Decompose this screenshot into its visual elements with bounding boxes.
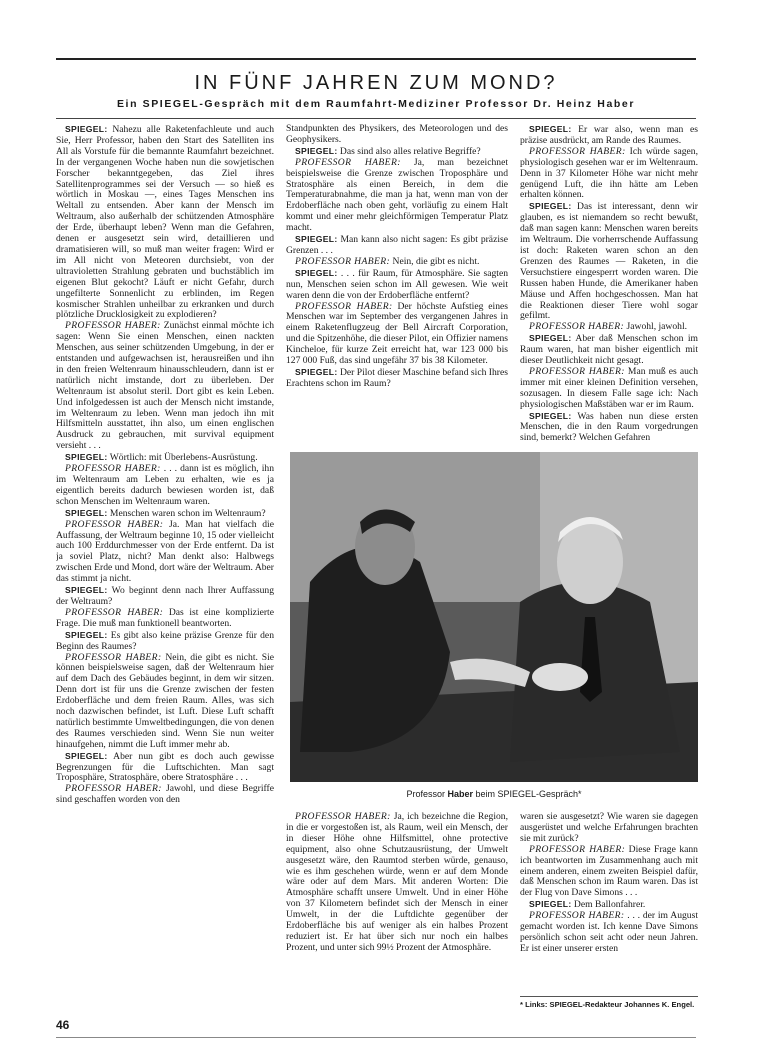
paragraph-text: Aber nun gibt es doch auch gewisse Begrenzungen für die Luftschichten. Man sagt Troposphäre, Stratosphäre, obere Stratosphäre . . . xyxy=(56,750,274,784)
paragraph xyxy=(286,124,508,146)
paragraph-text: Wo beginnt denn nach Ihrer Auffassung der Weltraum? xyxy=(56,585,274,607)
speaker-label: PROFESSOR HABER: xyxy=(65,463,161,475)
paragraph xyxy=(56,464,274,508)
speaker-label: PROFESSOR HABER: xyxy=(529,321,625,333)
speaker-label: SPIEGEL: xyxy=(529,333,572,344)
paragraph-text: Diese Frage kann ich beantworten im Zusammenhang auch mit einem anderen, einem zweiten Beispiel dafür, daß Menschen schon im Raum waren. Das ist der Flug von Dave Simons . . . xyxy=(520,843,698,899)
page-number: 46 xyxy=(56,1018,70,1032)
speaker-label: SPIEGEL: xyxy=(65,750,108,761)
caption-prefix: Professor xyxy=(406,789,448,799)
speaker-label: PROFESSOR HABER: xyxy=(295,255,391,267)
paragraph-text: . . . dann ist es möglich, ihn im Weltenraum am Leben zu erhalten, wie es ja eigentlich bereits dadurch bewiesen worden ist, daß schon Menschen im Weltenraum waren. xyxy=(56,463,274,507)
paragraph xyxy=(56,124,274,321)
speaker-label: PROFESSOR HABER: xyxy=(65,518,164,530)
speaker-label: PROFESSOR HABER: xyxy=(295,156,401,168)
paragraph xyxy=(520,333,698,367)
paragraph xyxy=(520,124,698,147)
paragraph xyxy=(520,201,698,322)
speaker-label: SPIEGEL: xyxy=(529,201,572,212)
text-column-5 xyxy=(520,812,698,992)
speaker-label: PROFESSOR HABER: xyxy=(65,651,162,663)
paragraph-text: Er war also, wenn man es präzise ausdrückt, am Rande des Raumes. xyxy=(520,124,698,146)
top-rule xyxy=(56,58,696,60)
paragraph xyxy=(520,812,698,845)
speaker-label: SPIEGEL: xyxy=(529,899,572,910)
paragraph-text: Wörtlich: mit Überlebens-Ausrüstung. xyxy=(107,452,258,464)
title-rule xyxy=(56,118,696,119)
speaker-label: SPIEGEL: xyxy=(65,452,108,463)
paragraph xyxy=(286,812,508,954)
paragraph-text: Es gibt also keine präzise Grenze für den Beginn des Raumes? xyxy=(56,629,274,652)
paragraph xyxy=(56,784,274,806)
paragraph-text: Dem Ballonfahrer. xyxy=(571,899,646,911)
paragraph xyxy=(56,653,274,751)
speaker-label: SPIEGEL: xyxy=(295,145,338,156)
paragraph xyxy=(286,257,508,268)
interview-photo-image xyxy=(290,452,698,782)
paragraph-text: Nein, die gibt es nicht. xyxy=(390,255,480,267)
paragraph-text: Der höchste Aufstieg eines Menschen war im September des vergangenen Jahres in einem Raketenflugzeug der Bell Aircraft Corporation, und die Spitzenhöhe, die dieser Pilot, ein Offizier namens Kincheloe, für kurze Zeit erreicht hat, war 123 000 bis 127 000 Fuß, das sind ungefähr 37 bis 38 Kilometer. xyxy=(286,300,508,367)
speaker-label: PROFESSOR HABER: xyxy=(529,843,626,855)
paragraph-text: Menschen waren schon im Weltenraum? xyxy=(107,507,266,519)
paragraph xyxy=(520,147,698,202)
paragraph-text: Man kann also nicht sagen: Es gibt präzise Grenzen . . . xyxy=(286,234,508,256)
paragraph xyxy=(56,585,274,608)
speaker-label: SPIEGEL: xyxy=(529,124,572,134)
speaker-label: PROFESSOR HABER: xyxy=(529,365,625,377)
text-column-2 xyxy=(286,124,508,452)
speaker-label: SPIEGEL: xyxy=(65,507,108,518)
speaker-label: PROFESSOR HABER: xyxy=(529,145,626,157)
paragraph xyxy=(520,411,698,445)
paragraph-text: Man muß es auch immer mit einer kleinen Definition versehen, sozusagen. In diesem Falle sage ich: Nach physiologischen Maßstäben war er im Raum. xyxy=(520,365,698,410)
speaker-label: SPIEGEL: xyxy=(65,124,108,134)
paragraph-text: Nein, die gibt es nicht. Sie können beispielsweise sagen, daß der Weltenraum hier auf dem Dach des Gebäudes beginnt, in dem wir sitzen. Denn dort ist für uns die Grenze zwischen der festen Erdoberfläche und dem freien Raum. Alles, was sich noch dazwischen befindet, ist Luft. Diese Luft schafft natürlich bestimmte Umweltbedingungen, die von denen des Raumes verschieden sind. Wenn Sie nun weiter hinaufgehen, nimmt die Luft immer mehr ab. xyxy=(56,651,274,750)
footnote: * Links: SPIEGEL-Redakteur Johannes K. Engel. xyxy=(520,1000,695,1009)
speaker-label: PROFESSOR HABER: xyxy=(295,812,391,822)
paragraph-text: . . . für Raum, für Atmosphäre. Sie sagten nun, Menschen seien schon im All gewesen. Wie weit waren denn die von der Erdoberfläche entfernt? xyxy=(286,267,508,301)
speaker-label: PROFESSOR HABER: xyxy=(65,606,164,618)
paragraph-text: Jawohl, jawohl. xyxy=(624,321,688,333)
article-title: IN FÜNF JAHREN ZUM MOND? xyxy=(194,72,558,94)
interview-photo xyxy=(290,452,698,782)
paragraph xyxy=(286,234,508,257)
bottom-rule xyxy=(56,1037,696,1038)
paragraph-text: waren sie ausgesetzt? Wie waren sie dagegen ausgerüstet und welche Erfahrungen brachten sie mit zurück? xyxy=(520,812,698,844)
paragraph xyxy=(286,268,508,302)
paragraph-text: Zunächst einmal möchte ich sagen: Wenn Sie einen Menschen, einen nackten Menschen, aus seiner schützenden Umgebung, in der er entstanden und aufgewachsen ist, herausreißen und ihn in den freien Weltenraum hinausschleudern, dann ist er natürlich nicht imstande, dort zu überleben. Der Weltenraum ist absolut steril. Dort gibt es kein Leben. Und infolgedessen ist auch der Mensch nicht imstande, im Weltenraum zu leben. Wenn man jedoch ihn mit Hilfsmitteln ausstattet, ihn also, um einen englischen Ausdruck zu gebrauchen, mit survival equipment versieht . . . xyxy=(56,320,274,452)
speaker-label: SPIEGEL: xyxy=(529,410,572,421)
paragraph xyxy=(520,911,698,955)
paragraph-text: Ja. Man hat vielfach die Auffassung, der Weltraum beginne 10, 15 oder vielleicht auch 100 Erddurchmesser von der Erde entfernt. Da ist ja soviel Platz, nicht? Man denkt also: Halbwegs zwischen Erde und Mond, dort wäre der Weltraum. Aber das stimmt ja nicht. xyxy=(56,518,274,585)
paragraph-text: Standpunkten des Physikers, des Meteorologen und des Geophysikers. xyxy=(286,124,508,145)
paragraph-text: Der Pilot dieser Maschine befand sich Ihres Erachtens schon im Raum? xyxy=(286,366,508,389)
paragraph-text: Was haben nun diese ersten Menschen, die in den Raum vorgedrungen sind, bemerkt? Welchen Gefahren xyxy=(520,410,698,444)
paragraph xyxy=(286,158,508,234)
article-subtitle: Ein SPIEGEL-Gespräch mit dem Raumfahrt-Mediziner Professor Dr. Heinz Haber xyxy=(116,98,636,110)
paragraph-text: Das ist interessant, denn wir glauben, es ist niemandem so recht bewußt, daß man sagen kann: Menschen waren bereits im Weltraum. Die vorherrschende Auffassung ist doch: Raketen waren schon an den Grenzen des Raumes — Raketen, in die Versuchstiere eingesperrt worden waren. Die Russen haben Hunde, die Amerikaner haben Mäuse und Affen hochgeschossen. Man hat die Reaktionen dieser Tiere wohl sogar gefilmt. xyxy=(520,201,698,322)
paragraph xyxy=(56,630,274,653)
paragraph-text: Ja, man bezeichnet beispielsweise die Grenze zwischen Troposphäre und Stratosphäre als einen Bereich, in dem die Temperaturabnahme, die man ja hat, wenn man von der Erdoberfläche nach oben geht, vorläufig zu einem Halt kommt und einer mehr gleichförmigen Temperatur Platz macht. xyxy=(286,156,508,234)
speaker-label: SPIEGEL: xyxy=(295,234,338,245)
footnote-rule xyxy=(520,996,698,997)
text-column-3 xyxy=(520,124,698,452)
speaker-label: PROFESSOR HABER: xyxy=(65,320,161,332)
paragraph-text: Ich würde sagen, physiologisch gesehen war er im Weltenraum. Denn in 37 Kilometer Höhe war nicht mehr genügend Luft, die ihn hätte am Leben erhalten können. xyxy=(520,145,698,201)
paragraph-text: Das ist eine komplizierte Frage. Die muß man funktionell beantworten. xyxy=(56,606,274,629)
speaker-label: SPIEGEL: xyxy=(295,267,338,278)
speaker-label: SPIEGEL: xyxy=(295,366,338,377)
paragraph xyxy=(520,322,698,333)
paragraph-text: Jawohl, und diese Begriffe sind geschaffen worden von den xyxy=(56,783,274,806)
paragraph xyxy=(56,751,274,785)
paragraph-text: Das sind also alles relative Begriffe? xyxy=(337,145,481,157)
paragraph xyxy=(56,608,274,630)
paragraph-text: Nahezu alle Raketenfachleute und auch Sie, Herr Professor, haben den Start des Satelliten ins All als Vorstufe für die bemannte Raumfahrt bezeichnet. In der vergangenen Woche haben nun die sowjetischen Forscher bekanntgegeben, das Ziel ihres Satellitenprogrammes sei der Versuch — so hieß es wörtlich in Moskau —, eines Tages Menschen ins Weltall zu entsenden. Aber kann der Mensch im Weltraum, also außerhalb der schützenden Atmosphäre der Erde, überhaupt leben? Wenn man die Gefahren, denen er ausgesetzt sein wird, detaillieren und dramatisieren will, so muß man weiter fragen: Wird er im All nicht von Meteoren durchsiebt, von der ultravioletten Strahlung gebraten und buchstäblich im eigenen Blut gekocht? Läuft er nicht Gefahr, durch ungefilterte Sonnenlicht zu erblinden, im Regen kosmischer Strahlen unheilbar zu erkranken und durch plötzliche Drucklosigkeit zu explodieren? xyxy=(56,124,274,321)
speaker-label: PROFESSOR HABER: xyxy=(529,910,625,922)
speaker-label: SPIEGEL: xyxy=(65,629,108,640)
speaker-label: PROFESSOR HABER: xyxy=(65,783,162,795)
caption-name: Haber xyxy=(447,789,473,799)
text-column-4 xyxy=(286,812,508,1024)
paragraph xyxy=(520,845,698,900)
paragraph xyxy=(520,367,698,411)
paragraph xyxy=(286,302,508,367)
paragraph xyxy=(56,321,274,452)
speaker-label: SPIEGEL: xyxy=(65,585,108,596)
text-column-1 xyxy=(56,124,274,1019)
paragraph xyxy=(286,367,508,390)
photo-caption xyxy=(290,789,698,799)
paragraph-text: . . . der im August gemacht worden ist. Ich kenne Dave Simons persönlich schon seit acht oder neun Jahren. Er ist einer unserer ersten xyxy=(520,910,698,954)
paragraph-text: Ja, ich bezeichne die Region, in die er vorgestoßen ist, als Raum, weil ein Mensch, der in dieser Höhe ohne Hilfsmittel, ohne protective equipment, also ohne Schutzausrüstung, der Umwelt ausgesetzt wäre, den Raumtod sterben würde, genauso, wie es ihm geschehen würde, wenn er auf dem Monde wäre oder auf dem Mars. Mit anderen Worten: Die Atmosphäre schafft unsere Umwelt. Und in einer Höhe von 37 Kilometern befindet sich der Mensch in einer Umwelt, in der die Luftdichte gegenüber der Erdoberfläche bis auf weniger als ein halbes Prozent reduziert ist. Er hat über sich nur noch ein halbes Prozent, und unter sich 99½ Prozent der Atmosphäre. xyxy=(286,812,508,953)
paragraph xyxy=(56,520,274,585)
paragraph-text: Aber daß Menschen schon im Raum waren, hat man bisher eigentlich mit dieser Deutlichkeit nicht gesagt. xyxy=(520,333,698,367)
speaker-label: PROFESSOR HABER: xyxy=(295,300,393,312)
caption-suffix: beim SPIEGEL-Gespräch* xyxy=(472,789,582,799)
